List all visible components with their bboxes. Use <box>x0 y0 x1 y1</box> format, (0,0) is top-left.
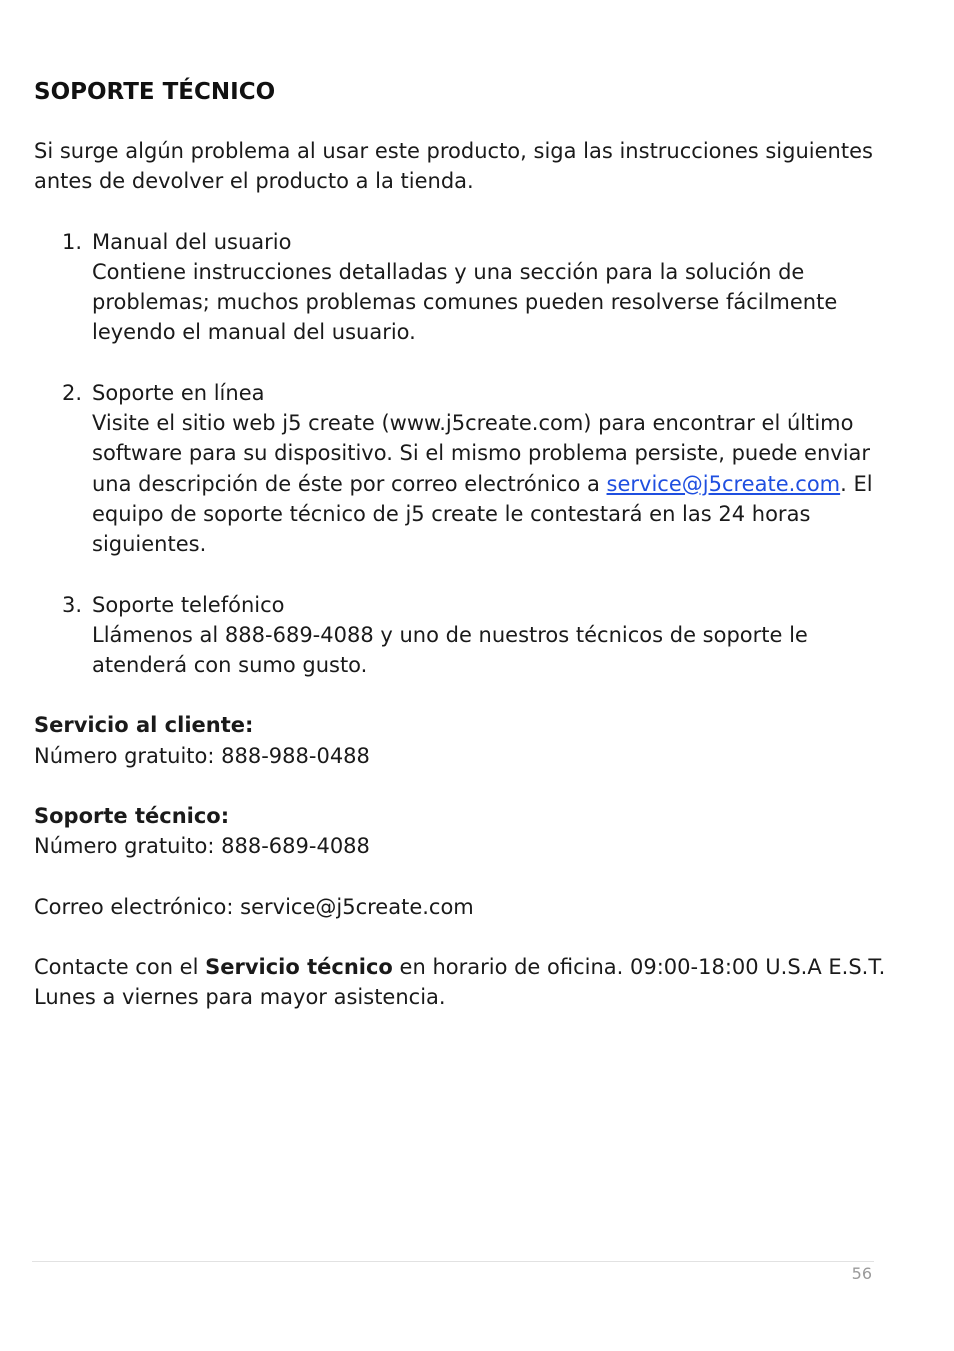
email-line: Correo electrónico: service@j5create.com <box>34 894 474 919</box>
tech-support-block <box>34 801 894 862</box>
list-number: 2. <box>62 380 83 405</box>
page-number: 56 <box>851 1264 872 1283</box>
customer-service-label: Servicio al cliente: <box>34 713 254 738</box>
support-steps-list <box>34 227 894 681</box>
body-text-before-link: Visite el sitio web j5 create (www.j5create.com) para encontrar el último software para su dispositivo. Si el mismo problema persiste, puede enviar una descripción de éste por correo electrónico a <box>92 411 871 496</box>
list-number: 3. <box>62 592 83 617</box>
customer-service-phone: Número gratuito: 888-988-0488 <box>34 743 370 768</box>
tech-support-phone: Número gratuito: 888-689-4088 <box>34 834 370 859</box>
contact-text-after: en horario de oficina. 09:00-18:00 U.S.A E.S.T. Lunes a viernes para mayor asistencia. <box>34 954 886 1010</box>
body-text-after-link: . El equipo de soporte técnico de j5 create le contestará en las 24 horas siguientes. <box>92 471 873 557</box>
support-email-link[interactable]: service@j5create.com <box>606 471 841 496</box>
document-page <box>34 74 894 1013</box>
list-item-title: Soporte telefónico <box>92 592 285 617</box>
page-title: SOPORTE TÉCNICO <box>34 79 276 105</box>
list-item-title: Manual del usuario <box>92 229 292 254</box>
list-item <box>34 227 894 348</box>
list-number: 1. <box>62 229 83 254</box>
customer-service-block <box>34 710 894 771</box>
list-item-body: Contiene instrucciones detalladas y una sección para la solución de problemas; muchos problemas comunes pueden resolverse fácilmente leyendo el manual del usuario. <box>92 259 838 345</box>
contact-paragraph <box>34 952 894 1013</box>
contact-bold-service: Servicio técnico <box>205 954 393 979</box>
list-item-body <box>92 408 894 559</box>
list-item-title: Soporte en línea <box>92 380 265 405</box>
tech-support-label: Soporte técnico: <box>34 804 230 829</box>
list-item <box>34 590 894 681</box>
list-item-body: Llámenos al 888-689-4088 y uno de nuestros técnicos de soporte le atenderá con sumo gusto. <box>92 622 808 678</box>
footer-divider <box>32 1261 874 1262</box>
list-item <box>34 378 894 560</box>
contact-text-before: Contacte con el <box>34 954 206 979</box>
intro-paragraph: Si surge algún problema al usar este producto, siga las instrucciones siguientes antes de devolver el producto a la tienda. <box>34 139 873 194</box>
